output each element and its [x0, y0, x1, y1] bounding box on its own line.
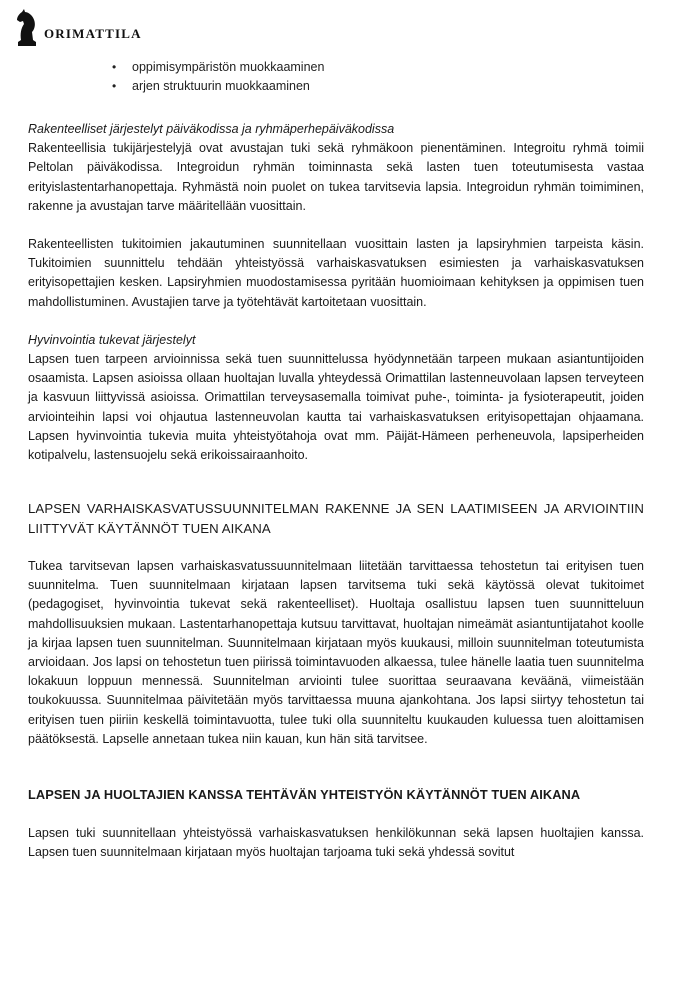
logo-text: ORIMATTILA	[44, 26, 142, 41]
list-item: • arjen struktuurin muokkaaminen	[128, 77, 644, 96]
section-title-wellbeing: Hyvinvointia tukevat järjestelyt	[28, 332, 196, 347]
chess-knight-icon	[14, 8, 40, 48]
paragraph: Tukea tarvitsevan lapsen varhaiskasvatussuunnitelmaan liitetään tarvittaessa tehostetun tai erityisen tuen suunnitelma. Tuen suunnitelmaan kirjataan lapsen tarvitsema tuki sekä käytössä olevat tukitoimet (pedagogiset, hyvinvointia tukevat sekä rakenteelliset). Huoltaja osallistuu lapsen tuen suunnitteluun mahdollisuuksien mukaan. Lastentarhanopettaja kutsuu tarvittavat, huoltajan nimeämät asiantuntijatahot koolle ja kirjaa lapsen tuen suunnitelman. Suunnitelmaan kirjataan myös kuukausi, milloin suunnitelman toteutumista arvioidaan. Jos lapsi on tehostetun tuen piirissä toimintavuoden alkaessa, tulee hänelle laatia tuen suunnitelma lokakuun loppuun mennessä. Suunnitelman arviointi tulee suorittaa seuraavana keväänä, viimeistään toukokuussa. Suunnitelmaa päivitetään myös tarvittaessa muuna ajankohtana. Jos lapsi siirtyy tehostetun tai erityisen tuen piiriin keskellä toimintavuotta, tulee tuki olla suunniteltu kuukauden kuluessa tuen aloittamisen päätöksestä. Lapselle annetaan tukea niin kauan, kun hän sitä tarvitsee.	[28, 559, 644, 746]
paragraph: Lapsen tuki suunnitellaan yhteistyössä varhaiskasvatuksen henkilökunnan sekä lapsen huoltajien kanssa. Lapsen tuen suunnitelmaan kirjataan myös huoltajan tarjoama tuki sekä yhdessä sovitut	[28, 825, 644, 859]
paragraph: Rakenteellisia tukijärjestelyjä ovat avustajan tuki sekä ryhmäkoon pienentäminen. Integroitu ryhmä toimii Peltolan päiväkodissa. Integroidun ryhmän toiminnasta sekä lasten tuen toteutumisesta vastaa erityislastentarhanopettaja. Ryhmästä noin puolet on tukea tarvitsevia lapsia. Integroidun ryhmän toimiminen, rakenne ja avustajan tarve määritellään vuosittain.	[28, 141, 644, 213]
paragraph: Rakenteellisten tukitoimien jakautuminen suunnitellaan vuosittain lasten ja lapsiryhmien tarpeista käsin. Tukitoimien suunnittelu tehdään yhteistyössä varhaiskasvatuksen esimiesten ja varhaiskasvatuksen erityisopettajien kesken. Lapsiryhmien muodostamisessa pyritään huomioimaan kehityksen ja oppimisen tuen mahdollistuminen. Avustajien tarve ja työtehtävät kartoitetaan vuosittain.	[28, 237, 644, 309]
paragraph: Lapsen tuen tarpeen arvioinnissa sekä tuen suunnittelussa hyödynnetään tarpeen mukaan asiantuntijoiden osaamista. Lapsen asioissa ollaan huoltajan luvalla yhteydessä Orimattilan lastenneuvolaan lapsen terveyteen ja kasvuun liittyvissä asioissa. Orimattilan terveysasemalla toimivat puhe-, toiminta- ja fysioterapeutit, joiden arviointeihin lapsi voi ohjautua lastenneuvolan kautta tai varhaiskasvatuksen erityisopettajan ohjaamana. Lapsen hyvinvointia tukevia muita yhteistyötahoja ovat mm. Päijät-Hämeen perheneuvola, lapsiperheiden kotipalvelu, lastensuojelu sekä erikoissairaanhoito.	[28, 352, 644, 463]
bullet-list	[28, 58, 644, 96]
section-heading-plan: LAPSEN VARHAISKASVATUSSUUNNITELMAN RAKENNE JA SEN LAATIMISEEN JA ARVIOINTIIN LIITTYVÄT KÄYTÄNNÖT TUEN AIKANA	[28, 501, 644, 536]
page-header	[14, 0, 142, 48]
section-heading-cooperation: LAPSEN JA HUOLTAJIEN KANSSA TEHTÄVÄN YHTEISTYÖN KÄYTÄNNÖT TUEN AIKANA	[28, 787, 581, 803]
list-item: • oppimisympäristön muokkaaminen	[128, 58, 644, 77]
section-title-structural: Rakenteelliset järjestelyt päiväkodissa ja ryhmäperhepäiväkodissa	[28, 122, 395, 136]
document-body	[28, 58, 644, 862]
